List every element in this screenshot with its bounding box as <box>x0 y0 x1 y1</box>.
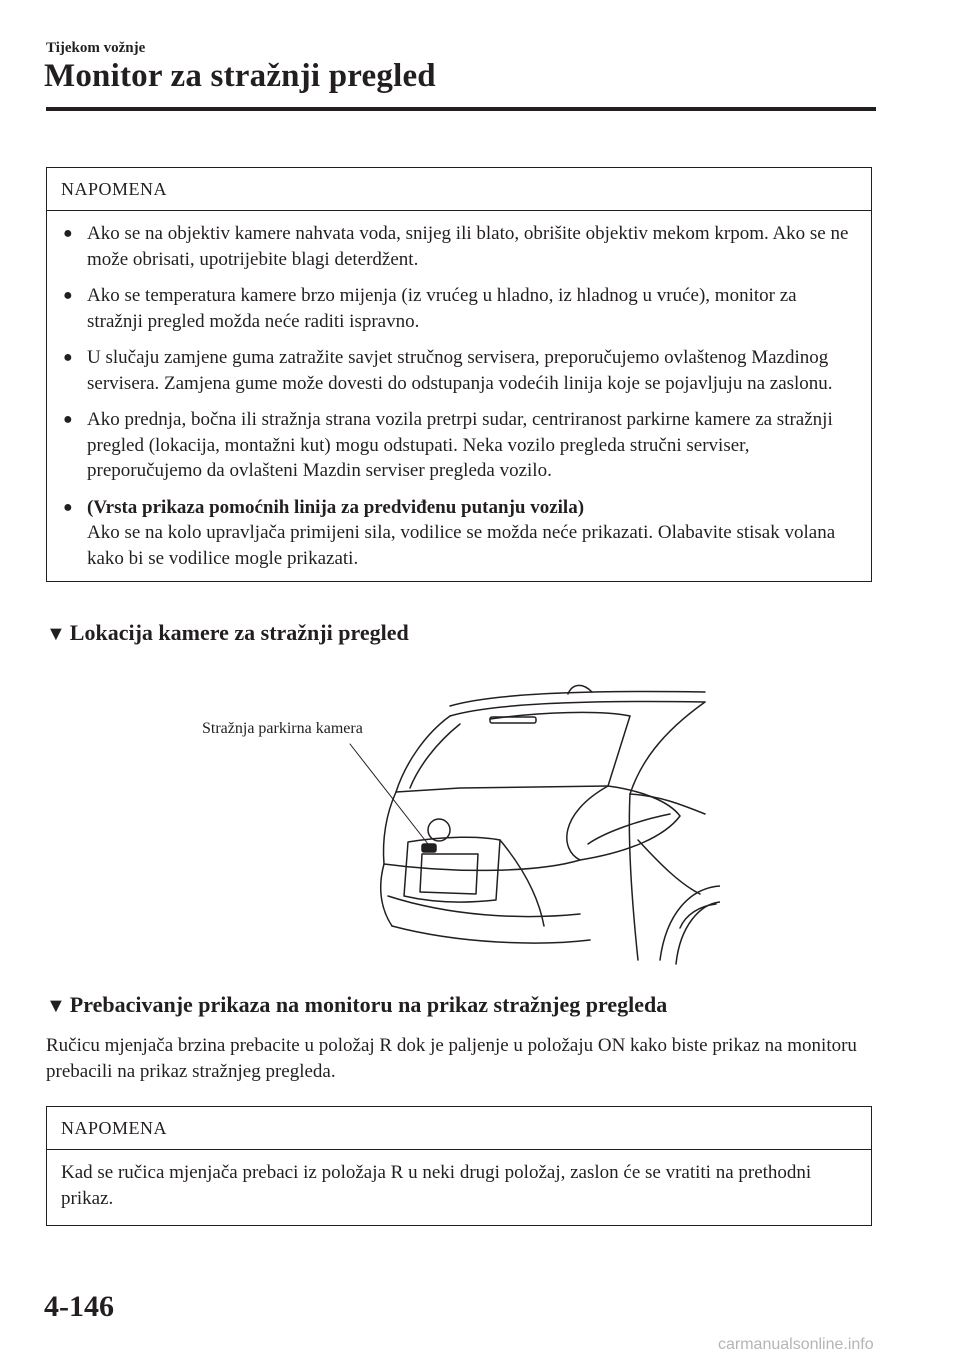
triangle-down-icon: ▼ <box>46 995 66 1017</box>
note-item <box>61 495 857 572</box>
note-heading: NAPOMENA <box>47 1107 871 1150</box>
note-item <box>61 345 857 396</box>
note-box-2 <box>46 1106 872 1226</box>
note-heading: NAPOMENA <box>47 168 871 211</box>
bullet-dot-icon: ● <box>63 411 73 428</box>
bullet-dot-icon: ● <box>63 498 73 516</box>
page-title: Monitor za stražnji pregled <box>44 58 436 94</box>
note-item-text: Ako se temperatura kamere brzo mijenja (iz vrućeg u hladno, iz hladnog u vruće), monitor za stražnji pregled možda neće raditi ispravno. <box>87 285 797 332</box>
note-body <box>47 211 871 581</box>
section-heading-display-switch <box>46 992 667 1018</box>
figure-label-rear-camera: Stražnja parkirna kamera <box>202 720 363 737</box>
watermark: carmanualsonline.info <box>718 1336 874 1353</box>
note-item-text: U slučaju zamjene guma zatražite savjet stručnog servisera, preporučujemo ovlaštenog Mazdinog servisera. Zamjena gume može dovesti do odstupanja vodećih linija koje se pojavljuju na zaslonu. <box>87 347 833 394</box>
bullet-dot-icon: ● <box>63 349 73 366</box>
bullet-dot-icon: ● <box>63 287 73 304</box>
running-header: Tijekom vožnje <box>46 40 146 56</box>
note-item-text: Ako prednja, bočna ili stražnja strana vozila pretrpi sudar, centriranost parkirne kamere za stražnji pregled (lokacija, montažni kut) mogu odstupati. Neka vozilo pregleda stručni serviser, preporučujemo da ovlašteni Mazdin serviser pregleda vozilo. <box>87 409 833 481</box>
note-item <box>61 407 857 484</box>
note-item-text: Ako se na objektiv kamere nahvata voda, snijeg ili blato, obrišite objektiv mekom krpom. Ako se ne može obrisati, upotrijebite blagi deterdžent. <box>87 223 849 270</box>
title-rule <box>46 107 876 111</box>
note-box-1 <box>46 167 872 582</box>
note-item <box>61 283 857 334</box>
note-body: Kad se ručica mjenjača prebaci iz položaja R u neki drugi položaj, zaslon će se vratiti na prethodni prikaz. <box>61 1162 812 1209</box>
rear-camera-figure <box>160 664 720 968</box>
section-heading-text: Lokacija kamere za stražnji pregled <box>69 620 409 645</box>
body-paragraph: Ručicu mjenjača brzina prebacite u položaj R dok je paljenje u položaju ON kako biste prikaz na monitoru prebacili na prikaz stražnjeg pregleda. <box>46 1035 857 1082</box>
note-item-bold: (Vrsta prikaza pomoćnih linija za predviđenu putanju vozila) <box>87 496 585 518</box>
section-heading-camera-location <box>46 620 409 646</box>
vehicle-rear-illustration <box>160 664 720 968</box>
note-item-text: Ako se na kolo upravljača primijeni sila, vodilice se možda neće prikazati. Olabavite stisak volana kako bi se vodilice mogle prikazati. <box>87 522 836 569</box>
triangle-down-icon: ▼ <box>46 623 66 645</box>
page-number: 4-146 <box>44 1290 114 1323</box>
note-item <box>61 221 857 272</box>
section-heading-text: Prebacivanje prikaza na monitoru na prikaz stražnjeg pregleda <box>69 992 668 1017</box>
bullet-dot-icon: ● <box>63 225 73 242</box>
